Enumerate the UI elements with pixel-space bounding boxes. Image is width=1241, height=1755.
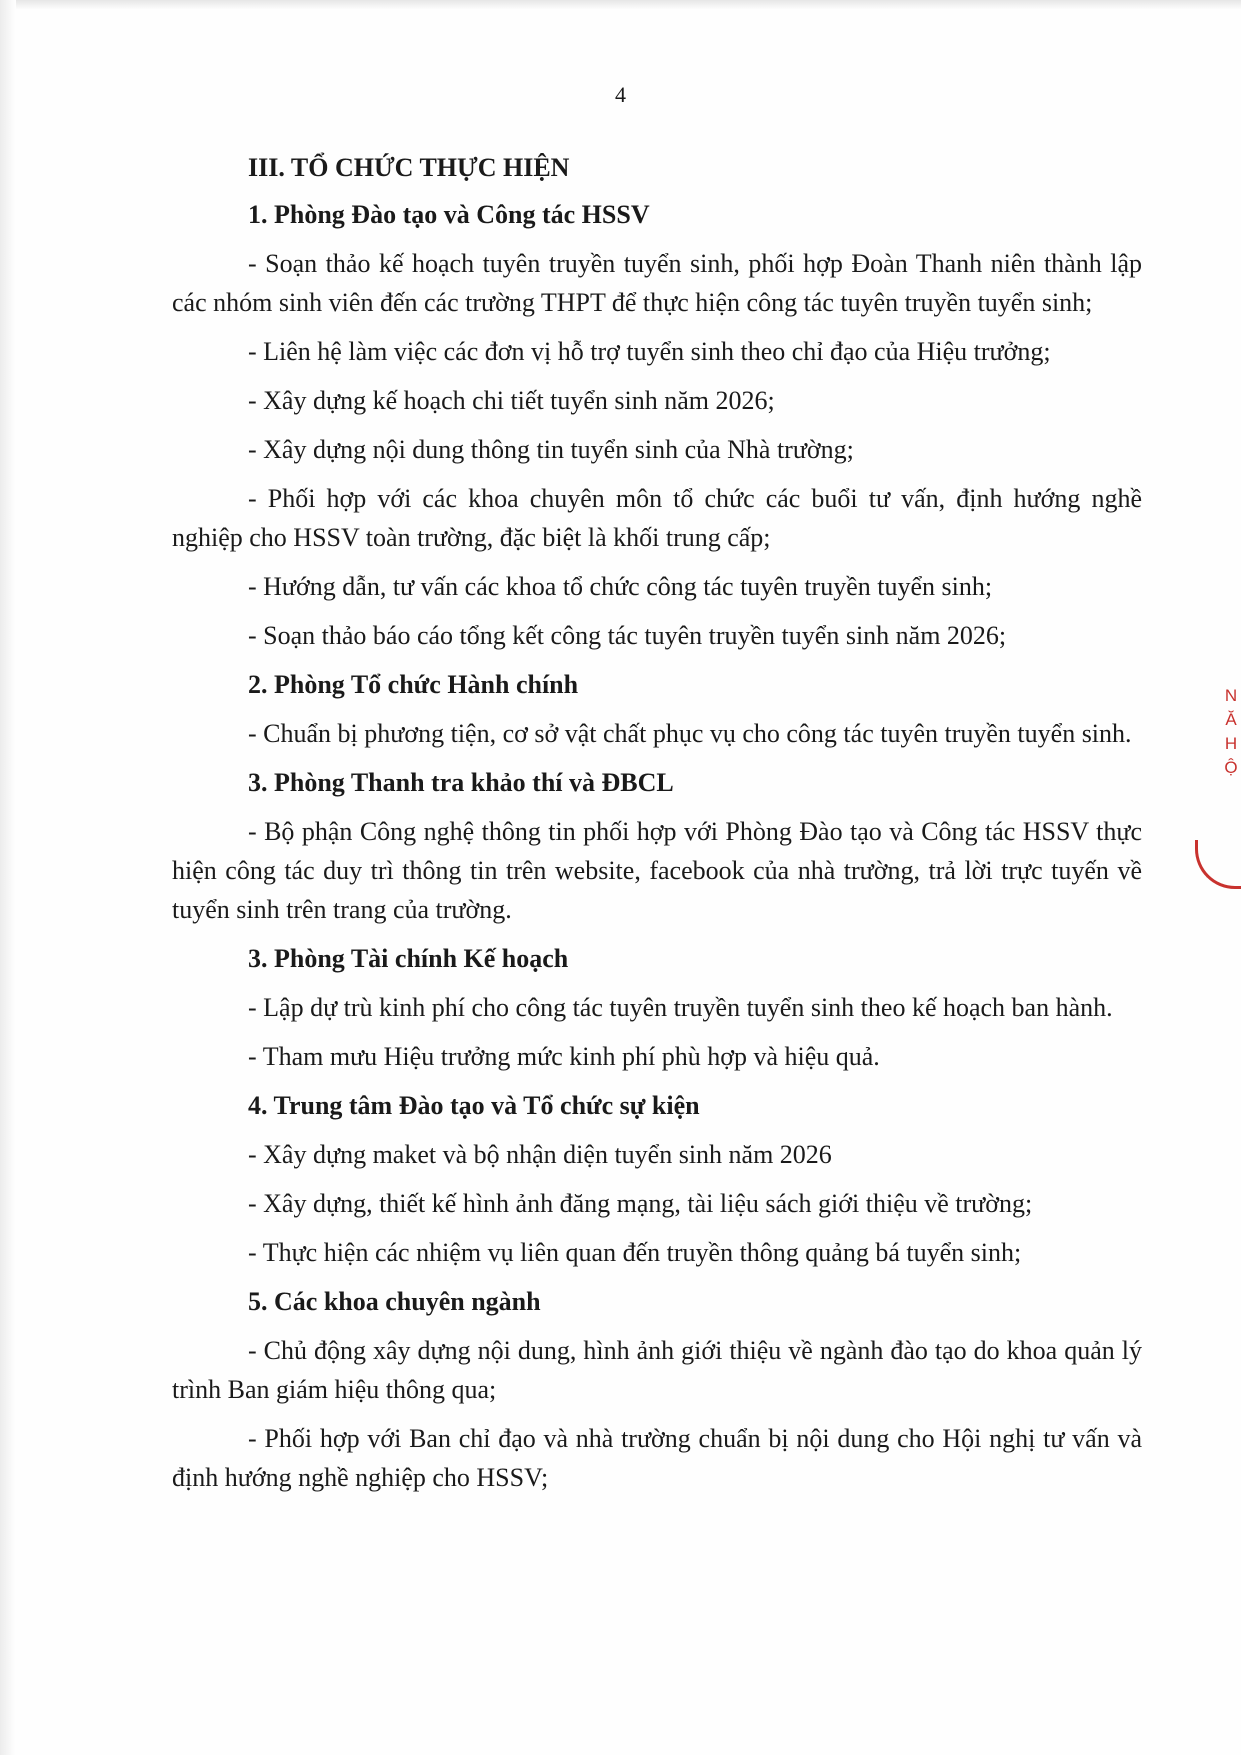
subsection-heading: 5. Các khoa chuyên ngành xyxy=(248,1287,541,1316)
stamp-letter: Ă xyxy=(1225,710,1237,729)
subsection-heading: 1. Phòng Đào tạo và Công tác HSSV xyxy=(248,200,650,229)
paragraph: - Xây dựng kế hoạch chi tiết tuyển sinh năm 2026; xyxy=(248,386,775,415)
paragraph: - Thực hiện các nhiệm vụ liên quan đến truyền thông quảng bá tuyển sinh; xyxy=(248,1238,1022,1267)
paragraph: - Hướng dẫn, tư vấn các khoa tổ chức công tác tuyên truyền tuyển sinh; xyxy=(248,572,993,601)
paragraph: - Lập dự trù kinh phí cho công tác tuyên truyền tuyển sinh theo kế hoạch ban hành. xyxy=(248,993,1113,1022)
section-heading: III. TỔ CHỨC THỰC HIỆN xyxy=(248,153,570,182)
paragraph: - Tham mưu Hiệu trưởng mức kinh phí phù hợp và hiệu quả. xyxy=(248,1042,880,1071)
paragraph: - Xây dựng maket và bộ nhận diện tuyển sinh năm 2026 xyxy=(248,1140,832,1169)
paragraph: - Xây dựng nội dung thông tin tuyển sinh của Nhà trường; xyxy=(248,435,854,464)
paragraph: - Phối hợp với các khoa chuyên môn tổ chức các buổi tư vấn, định hướng nghề nghiệp cho HSSV toàn trường, đặc biệt là khối trung cấp; xyxy=(172,484,1142,552)
scan-edge xyxy=(0,0,16,1755)
subsection-heading: 2. Phòng Tổ chức Hành chính xyxy=(248,670,579,699)
paragraph: - Chuẩn bị phương tiện, cơ sở vật chất phục vụ cho công tác tuyên truyền tuyển sinh. xyxy=(248,719,1132,748)
subsection-heading: 4. Trung tâm Đào tạo và Tổ chức sự kiện xyxy=(248,1091,700,1120)
paragraph: - Soạn thảo kế hoạch tuyên truyền tuyển sinh, phối hợp Đoàn Thanh niên thành lập các nhóm sinh viên đến các trường THPT để thực hiện công tác tuyên truyền tuyển sinh; xyxy=(172,249,1142,317)
stamp-arc xyxy=(1195,840,1241,889)
paragraph: - Bộ phận Công nghệ thông tin phối hợp với Phòng Đào tạo và Công tác HSSV thực hiện công tác duy trì thông tin trên website, facebook của nhà trường, trả lời trực tuyến về tuyển sinh trên trang của trường. xyxy=(172,817,1142,924)
stamp-letter: H xyxy=(1224,734,1238,753)
paragraph: - Phối hợp với Ban chỉ đạo và nhà trường chuẩn bị nội dung cho Hội nghị tư vấn và định hướng nghề nghiệp cho HSSV; xyxy=(172,1424,1142,1492)
page-number: 4 xyxy=(615,82,626,107)
stamp-letter: Ộ xyxy=(1224,758,1238,777)
paragraph: - Chủ động xây dựng nội dung, hình ảnh giới thiệu về ngành đào tạo do khoa quản lý trình Ban giám hiệu thông qua; xyxy=(172,1336,1142,1404)
stamp-letter: N xyxy=(1224,686,1238,705)
subsection-heading: 3. Phòng Tài chính Kế hoạch xyxy=(248,944,569,973)
scan-edge xyxy=(0,0,1241,10)
paragraph: - Xây dựng, thiết kế hình ảnh đăng mạng, tài liệu sách giới thiệu về trường; xyxy=(248,1189,1033,1218)
subsection-heading: 3. Phòng Thanh tra khảo thí và ĐBCL xyxy=(248,768,674,797)
paragraph: - Liên hệ làm việc các đơn vị hỗ trợ tuyển sinh theo chỉ đạo của Hiệu trưởng; xyxy=(248,337,1051,366)
paragraph: - Soạn thảo báo cáo tổng kết công tác tuyên truyền tuyển sinh năm 2026; xyxy=(248,621,1007,650)
document-body xyxy=(172,148,1142,1507)
